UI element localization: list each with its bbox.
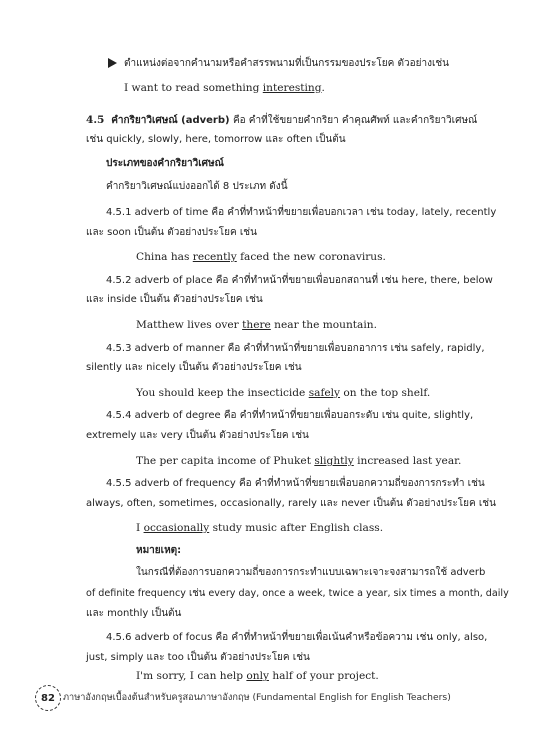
section-intro: คือ คำที่ใช้ขยายคำกริยา คำคุณศัพท์ และคำกริยาวิเศษณ์ bbox=[232, 115, 478, 126]
example-pre: I bbox=[136, 522, 144, 534]
example-underlined: there bbox=[242, 319, 271, 331]
example-underlined: safely bbox=[308, 387, 341, 399]
types-intro: คำกริยาวิเศษณ์แบ่งออกได้ 8 ประเภท ดังนี้ bbox=[106, 181, 288, 192]
note-line1: ในกรณีที่ต้องการบอกความถี่ของการกระทำแบบเฉพาะเจาะจงสามารถใช้ adverb bbox=[136, 567, 486, 578]
example-sentence bbox=[124, 81, 325, 95]
s3-line1: 4.5.3 adverb of manner คือ คำที่ทำหน้าที่ขยายเพื่อบอกอาการ เช่น safely, rapidly, bbox=[106, 343, 485, 354]
example-pre: I want to read something bbox=[124, 82, 263, 94]
example-post: study music after English class. bbox=[209, 522, 384, 534]
example-post: half of your project. bbox=[268, 670, 379, 682]
note-line2: of definite frequency เช่น every day, once a week, twice a year, six times a month, daily bbox=[86, 588, 509, 599]
s4-example bbox=[136, 454, 461, 468]
s6-line1: 4.5.6 adverb of focus คือ คำที่ทำหน้าที่ขยายเพื่อเน้นคำหรือข้อความ เช่น only, also, bbox=[106, 632, 488, 643]
bullet-text: ตำแหน่งต่อจากคำนามหรือคำสรรพนามที่เป็นกรรมของประโยค ตัวอย่างเช่น bbox=[124, 58, 450, 69]
section-title: คำกริยาวิเศษณ์ (adverb) bbox=[111, 115, 230, 126]
s5-line2: always, often, sometimes, occasionally, rarely และ never เป็นต้น ตัวอย่างประโยค เช่น bbox=[86, 498, 496, 509]
s4-line1: 4.5.4 adverb of degree คือ คำที่ทำหน้าที่ขยายเพื่อบอกระดับ เช่น quite, slightly, bbox=[106, 410, 474, 421]
example-pre: Matthew lives over bbox=[136, 319, 243, 331]
s5-example bbox=[136, 521, 383, 535]
page-number-badge bbox=[35, 685, 61, 711]
example-underlined: recently bbox=[192, 251, 237, 263]
example-underlined: interesting bbox=[262, 82, 322, 94]
section-4-5-line2: เช่น quickly, slowly, here, tomorrow และ often เป็นต้น bbox=[86, 134, 346, 145]
s1-example bbox=[136, 250, 386, 264]
example-pre: China has bbox=[136, 251, 193, 263]
page-number: 82 bbox=[41, 692, 55, 704]
footer-title: ภาษาอังกฤษเบื้องต้นสำหรับครูสอนภาษาอังกฤษ (Fundamental English for English Teachers) bbox=[63, 692, 451, 703]
example-underlined: only bbox=[246, 670, 269, 682]
s2-line1: 4.5.2 adverb of place คือ คำที่ทำหน้าที่ขยายเพื่อบอกสถานที่ เช่น here, there, below bbox=[106, 275, 493, 286]
example-pre: You should keep the insecticide bbox=[136, 387, 309, 399]
example-underlined: slightly bbox=[314, 455, 354, 467]
example-post: . bbox=[321, 82, 325, 94]
s6-example bbox=[136, 669, 379, 683]
section-number: 4.5 bbox=[86, 114, 105, 126]
s6-line2: just, simply และ too เป็นต้น ตัวอย่างประโยค เช่น bbox=[86, 652, 310, 663]
s3-example bbox=[136, 386, 430, 400]
s1-line2: และ soon เป็นต้น ตัวอย่างประโยค เช่น bbox=[86, 227, 257, 238]
example-post: near the mountain. bbox=[270, 319, 377, 331]
section-4-5-line1 bbox=[86, 113, 477, 128]
arrow-bullet-icon bbox=[108, 58, 117, 68]
example-pre: I'm sorry, I can help bbox=[136, 670, 247, 682]
s3-line2: silently และ nicely เป็นต้น ตัวอย่างประโยค เช่น bbox=[86, 362, 302, 373]
note-line3: และ monthly เป็นต้น bbox=[86, 608, 182, 619]
s4-line2: extremely และ very เป็นต้น ตัวอย่างประโยค เช่น bbox=[86, 430, 309, 441]
example-post: faced the new coronavirus. bbox=[236, 251, 386, 263]
s5-line1: 4.5.5 adverb of frequency คือ คำที่ทำหน้าที่ขยายเพื่อบอกความถี่ของการกระทำ เช่น bbox=[106, 478, 485, 489]
s2-example bbox=[136, 318, 377, 332]
types-heading: ประเภทของคำกริยาวิเศษณ์ bbox=[106, 158, 224, 169]
s1-line1: 4.5.1 adverb of time คือ คำที่ทำหน้าที่ขยายเพื่อบอกเวลา เช่น today, lately, recently bbox=[106, 207, 497, 218]
example-underlined: occasionally bbox=[143, 522, 210, 534]
s2-line2: และ inside เป็นต้น ตัวอย่างประโยค เช่น bbox=[86, 294, 263, 305]
note-heading: หมายเหตุ: bbox=[136, 545, 182, 556]
example-post: on the top shelf. bbox=[340, 387, 431, 399]
example-post: increased last year. bbox=[353, 455, 462, 467]
example-pre: The per capita income of Phuket bbox=[136, 455, 315, 467]
